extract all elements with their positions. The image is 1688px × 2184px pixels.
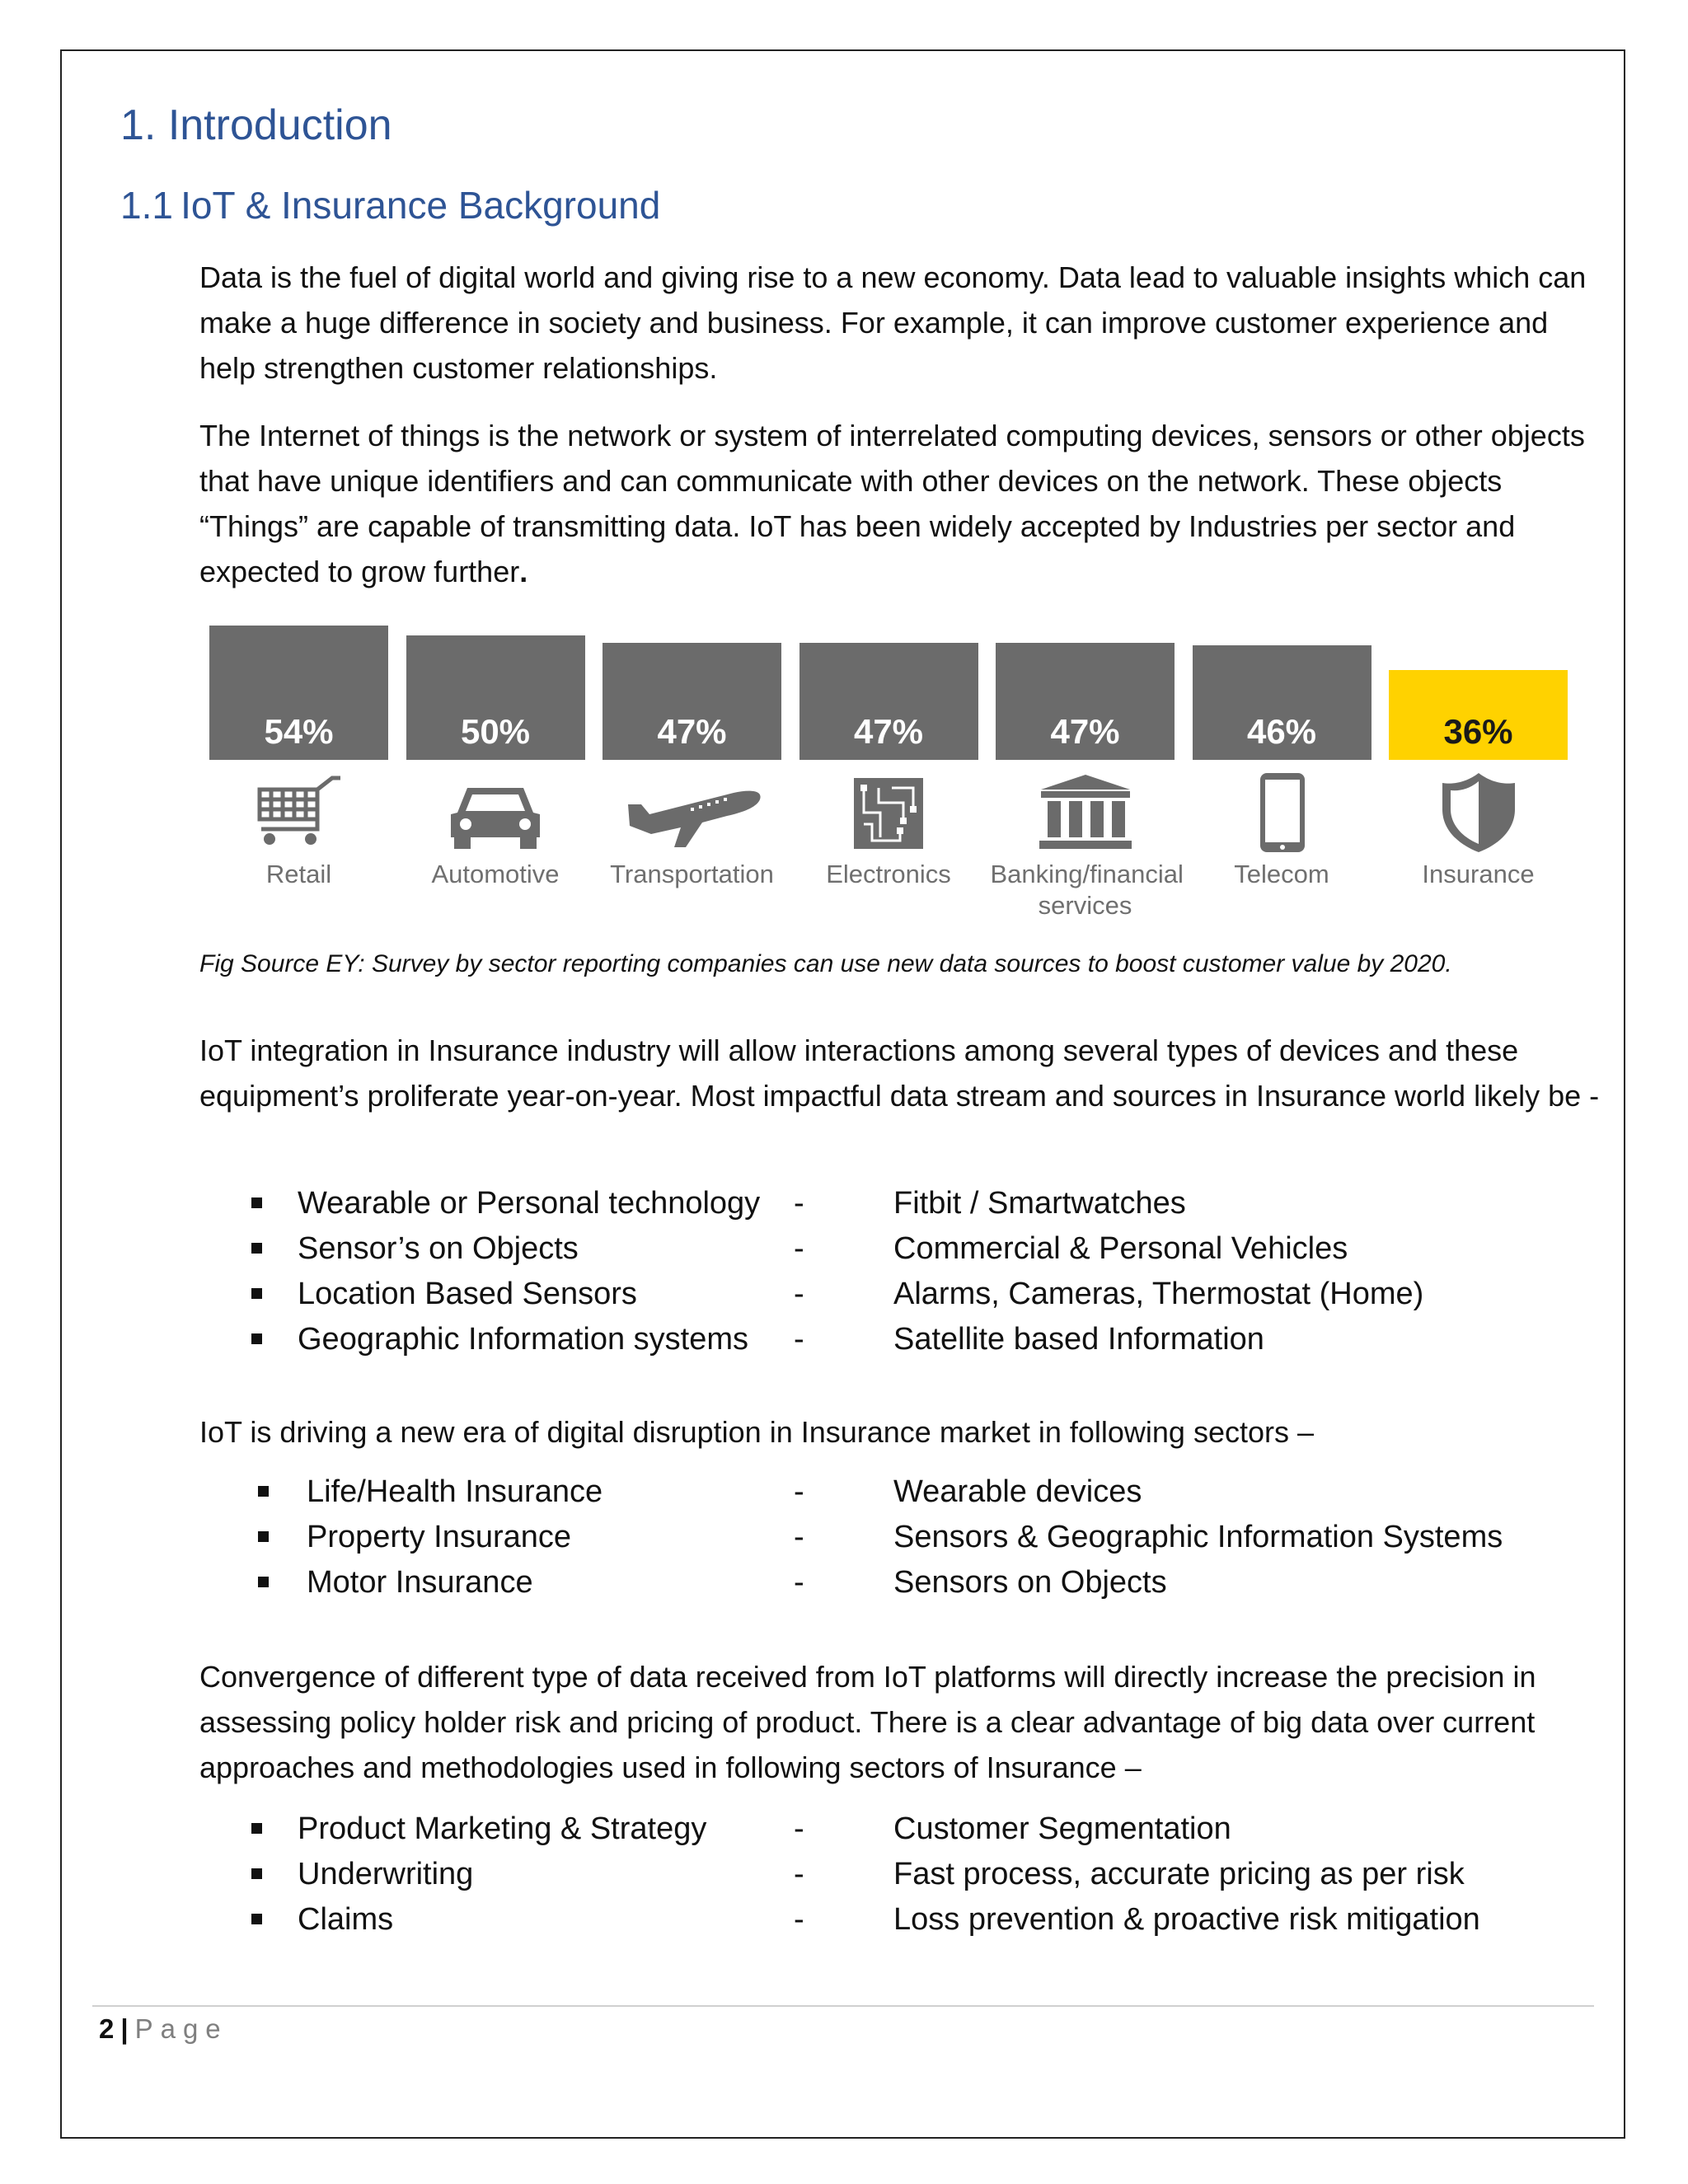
chart-value-label: 46%: [1246, 712, 1317, 751]
chart-bar: [1389, 670, 1568, 760]
chart-category-label: Automotive: [431, 860, 560, 888]
list-item: [0, 1226, 1688, 1272]
list-item-dash: -: [794, 1322, 804, 1357]
list-item: [0, 1317, 1688, 1362]
bullet-icon: [251, 1333, 262, 1344]
list-item-label: Property Insurance: [307, 1520, 572, 1554]
chart-category-label: Telecom: [1234, 860, 1329, 888]
list-item: [0, 1272, 1688, 1317]
chart-bar: [996, 643, 1175, 760]
chart-category-label: Retail: [265, 860, 332, 888]
heading-introduction: 1. Introduction: [120, 101, 392, 149]
bullet-icon: [251, 1868, 262, 1879]
chart-bar: [209, 626, 388, 760]
bullet-icon: [251, 1288, 262, 1299]
list-item-description: Satellite based Information: [893, 1322, 1264, 1357]
chart-bar: [603, 643, 781, 760]
chart-value-label: 36%: [1443, 712, 1513, 751]
chart-bar: [1193, 645, 1372, 760]
list-item-dash: -: [794, 1277, 804, 1311]
list-item-label: Claims: [298, 1902, 394, 1937]
paragraph-convergence: Convergence of different type of data received from IoT platforms will directly increase the precision in assessing policy holder risk and pricing of product. There is a clear advantage of big data over current approaches and methodologies used in following sectors of Insurance –: [199, 1660, 1536, 1784]
chart-value-label: 54%: [264, 712, 334, 751]
chart-category-label: Transportation: [610, 860, 774, 888]
shopping-cart-icon: [209, 771, 388, 854]
list-item-label: Wearable or Personal technology: [298, 1186, 761, 1221]
paragraph-digital-disruption: IoT is driving a new era of digital disruption in Insurance market in following sectors –: [199, 1415, 1315, 1449]
list-item-dash: -: [794, 1565, 804, 1600]
list-item-label: Sensor’s on Objects: [298, 1231, 579, 1266]
list-item-description: Customer Segmentation: [893, 1811, 1231, 1846]
circuit-board-icon: [799, 771, 978, 854]
list-item-description: Loss prevention & proactive risk mitigation: [893, 1902, 1480, 1937]
list-item-description: Alarms, Cameras, Thermostat (Home): [893, 1277, 1424, 1311]
list-item: [0, 1181, 1688, 1226]
heading-iot-insurance-background: 1.1 IoT & Insurance Background: [120, 184, 661, 227]
list-item-description: Commercial & Personal Vehicles: [893, 1231, 1348, 1266]
footer-divider: [92, 2005, 1594, 2007]
list-item: [0, 1897, 1688, 1943]
list-item-dash: -: [794, 1474, 804, 1509]
chart-bar: [406, 635, 585, 760]
list-item: [0, 1852, 1688, 1897]
sector-bar-chart: [198, 618, 1574, 931]
chart-category-label: Insurance: [1422, 860, 1535, 888]
list-item-dash: -: [794, 1520, 804, 1554]
list-item-label: Product Marketing & Strategy: [298, 1811, 707, 1846]
list-item-dash: -: [794, 1231, 804, 1266]
bullet-icon: [258, 1486, 269, 1497]
bullet-icon: [258, 1577, 269, 1587]
chart-value-label: 47%: [853, 712, 924, 751]
bullet-icon: [251, 1823, 262, 1834]
list-item-description: Wearable devices: [893, 1474, 1142, 1509]
list-item-description: Fast process, accurate pricing as per risk: [893, 1857, 1465, 1891]
chart-value-label: 47%: [657, 712, 727, 751]
bullet-icon: [251, 1914, 262, 1924]
chart-bar: [799, 643, 978, 760]
paragraph-iot-integration: IoT integration in Insurance industry will allow interactions among several types of devices and these equipment’s proliferate year-on-year. Most impactful data stream and sources in Insurance world likely be -: [199, 1033, 1600, 1113]
shield-icon: [1389, 771, 1568, 854]
list-item-description: Sensors on Objects: [893, 1565, 1167, 1600]
list-item: [0, 1807, 1688, 1852]
figure-caption: Fig Source EY: Survey by sector reporting companies can use new data sources to boost customer value by 2020.: [199, 950, 1452, 977]
chart-category-label: Electronics: [826, 860, 951, 888]
airplane-icon: [603, 771, 781, 854]
paragraph-iot-definition-text: The Internet of things is the network or system of interrelated computing devices, sensors or other objects that have unique identifiers and can communicate with other devices on the network. These objects “Things” are capable of transmitting data. IoT has been widely accepted by Industries per sector and expected to grow further: [199, 419, 1585, 588]
bullet-icon: [251, 1197, 262, 1208]
footer-page-word: Page: [134, 2013, 228, 2044]
footer-separator: |: [120, 2013, 129, 2044]
list-item-label: Location Based Sensors: [298, 1277, 637, 1311]
page-footer: [99, 2013, 228, 2045]
chart-category-label: Banking/financial services: [990, 860, 1184, 920]
bank-icon: [996, 771, 1175, 854]
car-icon: [406, 771, 585, 854]
list-item-dash: -: [794, 1857, 804, 1891]
list-item-description: Fitbit / Smartwatches: [893, 1186, 1186, 1221]
chart-value-label: 47%: [1050, 712, 1120, 751]
bullet-icon: [251, 1243, 262, 1254]
list-item: [0, 1469, 1688, 1515]
bullet-icon: [258, 1531, 269, 1542]
page-number: 2: [99, 2013, 115, 2044]
list-item-dash: -: [794, 1902, 804, 1937]
chart-value-label: 50%: [460, 712, 531, 751]
list-item-label: Life/Health Insurance: [307, 1474, 603, 1509]
paragraph-data-economy: Data is the fuel of digital world and giving rise to a new economy. Data lead to valuable insights which can make a huge difference in society and business. For example, it can improve customer experience and help strengthen customer relationships.: [199, 260, 1587, 385]
list-item-label: Underwriting: [298, 1857, 474, 1891]
paragraph-iot-definition-period: .: [519, 555, 528, 588]
mobile-phone-icon: [1193, 771, 1372, 854]
list-item-dash: -: [794, 1186, 804, 1221]
list-item-dash: -: [794, 1811, 804, 1846]
list-item-label: Motor Insurance: [307, 1565, 533, 1600]
list-item: [0, 1515, 1688, 1560]
list-item: [0, 1560, 1688, 1605]
list-item-label: Geographic Information systems: [298, 1322, 749, 1357]
list-item-description: Sensors & Geographic Information Systems: [893, 1520, 1503, 1554]
paragraph-iot-definition: [199, 413, 1601, 594]
